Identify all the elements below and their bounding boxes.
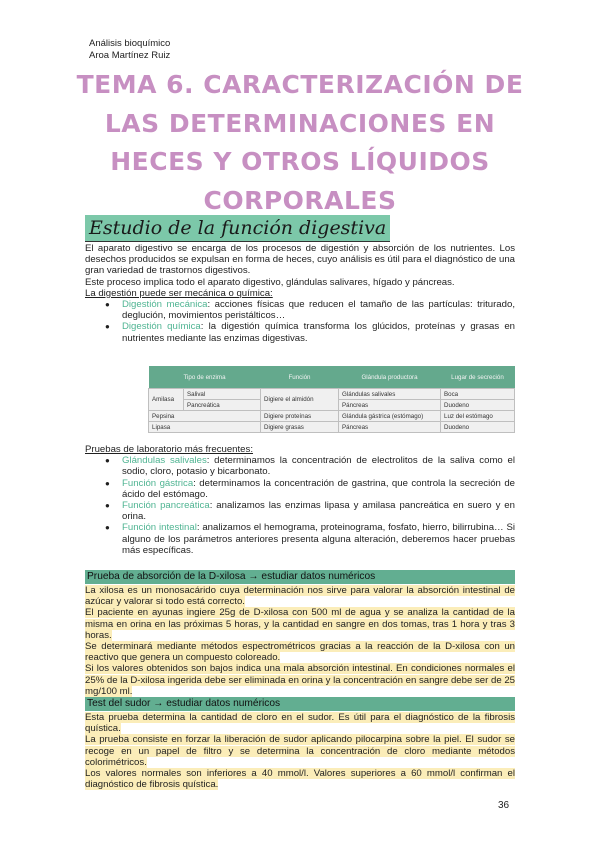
table-cell: Lipasa [149, 422, 261, 433]
table-cell: Amilasa [149, 389, 184, 411]
dxilosa-block [85, 585, 515, 697]
sudor-heading: Test del sudor → estudiar datos numéricos [85, 697, 515, 711]
pruebas-block [85, 444, 515, 556]
term-label: Función intestinal [122, 522, 197, 534]
intro-block [85, 243, 515, 344]
page-number: 36 [498, 800, 510, 811]
table-header-cell: Lugar de secreción [441, 366, 515, 389]
paragraph [85, 734, 515, 768]
term-label: Digestión química [122, 321, 201, 333]
table-cell: Digiere el almidón [261, 389, 339, 411]
paragraph [85, 641, 515, 663]
author-label: Aroa Martínez Ruiz [89, 49, 171, 61]
table-cell: Pancreática [184, 400, 261, 411]
table-cell: Duodeno [441, 422, 515, 433]
paragraph-text: Se determinará mediante métodos espectrométricos gracias a la reacción de la D-xilosa con un reactivo que genera un compuesto coloreado. [85, 641, 515, 664]
table-cell: Salival [184, 389, 261, 400]
digestion-heading: La digestión puede ser mecánica o química: [85, 287, 273, 299]
paragraph-text: Los valores normales son inferiores a 40 mmol/l. Valores superiores a 60 mmol/l confirman el diagnóstico de fibrosis quística. [85, 768, 515, 791]
item-text: : acciones físicas que reducen el tamaño de las partículas: triturado, deglución, movimientos peristálticos… [122, 299, 515, 322]
sudor-block [85, 712, 515, 790]
paragraph-text: El paciente en ayunas ingiere 25g de D-xilosa con 500 ml de agua y se analiza la cantidad de la misma en orina en las próximas 5 horas, y la cantidad en sangre en dos tomas, tras 1 hora y tras 3 horas. [85, 607, 515, 641]
paragraph [85, 607, 515, 641]
table-cell: Digiere proteínas [261, 411, 339, 422]
term-label: Digestión mecánica [122, 299, 208, 311]
list-item [85, 455, 515, 477]
table-cell: Páncreas [339, 400, 441, 411]
intro-paragraph-2: Este proceso implica todo el aparato digestivo, glándulas salivares, hígado y páncreas. [85, 276, 455, 288]
table-cell: Glándulas salivales [339, 389, 441, 400]
list-item [85, 522, 515, 556]
pruebas-heading: Pruebas de laboratorio más frecuentes: [85, 444, 253, 455]
table-cell: Digiere grasas [261, 422, 339, 433]
table-cell: Boca [441, 389, 515, 400]
paragraph-text: Si los valores obtenidos son bajos indica una mala absorción intestinal. En condiciones normales el 25% de la D-xilosa ingerida debe ser eliminada en orina y la concentración en sangre debe ser de 25 mg/100 ml. [85, 663, 515, 697]
item-text: : determinamos la concentración de electrolitos de la saliva como el sodio, cloro, potasio y bicarbonato. [122, 455, 515, 478]
paragraph [85, 768, 515, 790]
table-cell: Glándula gástrica (estómago) [339, 411, 441, 422]
table-header-cell: Glándula productora [339, 366, 441, 389]
list-item [85, 478, 515, 500]
enzyme-table [148, 366, 515, 433]
term-label: Función gástrica [122, 477, 194, 489]
item-text: : la digestión química transforma los glúcidos, proteínas y grasas en nutrientes mediante las enzimas digestivas. [122, 321, 515, 344]
section-title: Estudio de la función digestiva [85, 215, 390, 242]
table-header-row [149, 366, 515, 389]
item-text: : analizamos el hemograma, proteinograma, fosfato, hierro, bilirrubina… Si alguno de los parámetros anteriores presenta alguna alteración, deberemos hacer pruebas más específicas. [122, 522, 515, 556]
term-label: Función pancreática [122, 500, 210, 512]
table-header-cell: Función [261, 366, 339, 389]
document-header [89, 38, 170, 61]
paragraph-text: Esta prueba determina la cantidad de cloro en el sudor. Es útil para el diagnóstico de la fibrosis quística. [85, 712, 515, 735]
page-title: TEMA 6. CARACTERIZACIÓN DE LAS DETERMINACIONES EN HECES Y OTROS LÍQUIDOS CORPORALES [76, 70, 524, 215]
table-header-cell: Tipo de enzima [149, 366, 261, 389]
dxilosa-heading: Prueba de absorción de la D-xilosa → estudiar datos numéricos [85, 570, 515, 584]
paragraph [85, 712, 515, 734]
item-text: : analizamos las enzimas lipasa y amilasa pancreática en suero y en orina. [122, 500, 515, 523]
subject-label: Análisis bioquímico [89, 38, 171, 49]
table-cell: Luz del estómago [441, 411, 515, 422]
intro-paragraph-1: El aparato digestivo se encarga de los procesos de digestión y absorción de los nutrientes. Los desechos producidos se expulsan en forma de heces, cuyo análisis es útil para el diagnóstico de una gran variedad de trastornos digestivos. [85, 243, 515, 277]
table-row [149, 389, 515, 400]
paragraph [85, 585, 515, 607]
paragraph [85, 663, 515, 697]
table-cell: Páncreas [339, 422, 441, 433]
term-label: Glándulas salivales [122, 455, 207, 467]
paragraph-text: La xilosa es un monosacárido cuya determinación nos sirve para valorar la absorción intestinal de azúcar y valorar si todo está correcto. [85, 585, 515, 608]
item-text: : determinamos la concentración de gastrina, que controla la secreción de ácido del estómago. [122, 477, 516, 500]
table-row [149, 422, 515, 433]
pruebas-list [85, 455, 515, 556]
digestion-list [85, 299, 515, 344]
list-item [85, 500, 515, 522]
list-item [85, 299, 515, 321]
table-cell: Pepsina [149, 411, 261, 422]
table-row [149, 411, 515, 422]
table-cell: Duodeno [441, 400, 515, 411]
list-item [85, 321, 515, 343]
paragraph-text: La prueba consiste en forzar la liberación de sudor aplicando pilocarpina sobre la piel. El sudor se recoge en un papel de filtro y se determina la concentración de cloro mediante métodos colorimétricos. [85, 734, 515, 768]
